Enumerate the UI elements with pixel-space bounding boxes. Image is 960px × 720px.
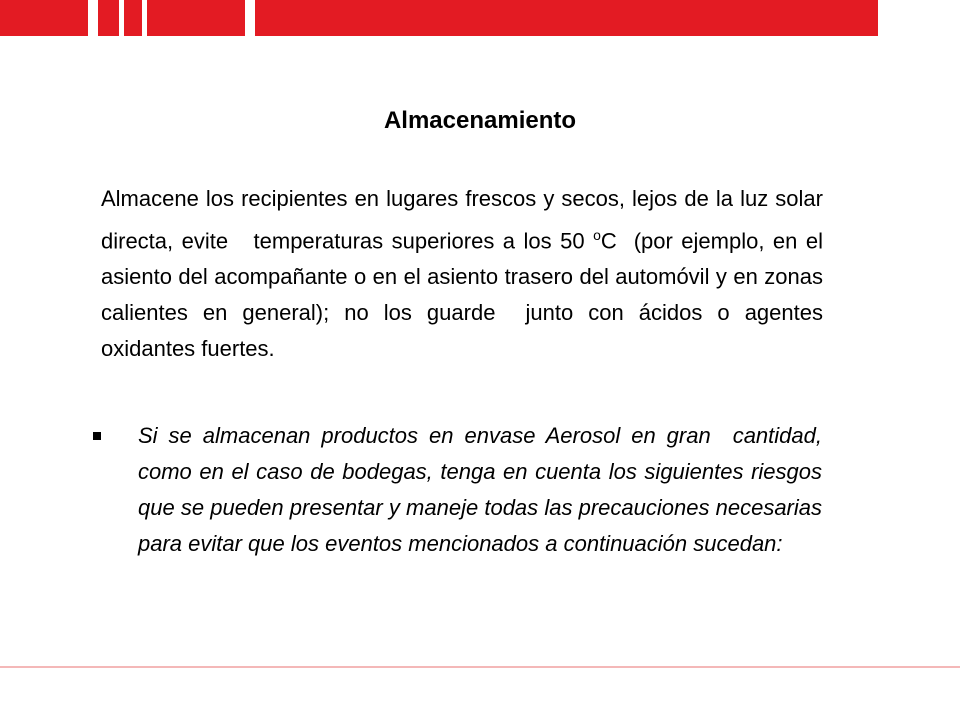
header-bar-segment-4 bbox=[147, 0, 245, 36]
degree-superscript: o bbox=[593, 227, 601, 243]
paragraph-text-before: Almacene los recipientes en lugares frescos y secos, lejos de la luz solar directa, evite temperaturas superiores a los 50 bbox=[101, 186, 830, 254]
slide-title: Almacenamiento bbox=[383, 107, 577, 134]
aerosol-bullet-text: Si se almacenan productos en envase Aerosol en gran cantidad, como en el caso de bodegas, tenga en cuenta los siguientes riesgos que se pueden presentar y maneje todas las precauciones necesarias para evitar que los eventos mencionados a continuación sucedan: bbox=[138, 423, 829, 556]
square-bullet-icon bbox=[93, 432, 101, 440]
header-bar-segment-5 bbox=[255, 0, 878, 36]
header-bar-segment-2 bbox=[98, 0, 119, 36]
header-bar-segment-1 bbox=[0, 0, 88, 36]
paragraph-text-after: C (por ejemplo, en el asiento del acompañante o en el asiento trasero del automóvil y en zonas calientes en general); no los guarde junto con ácidos o agentes oxidantes fuertes. bbox=[101, 228, 830, 362]
storage-paragraph bbox=[101, 181, 830, 367]
footer-divider bbox=[0, 666, 960, 668]
header-bar-segment-3 bbox=[124, 0, 142, 36]
